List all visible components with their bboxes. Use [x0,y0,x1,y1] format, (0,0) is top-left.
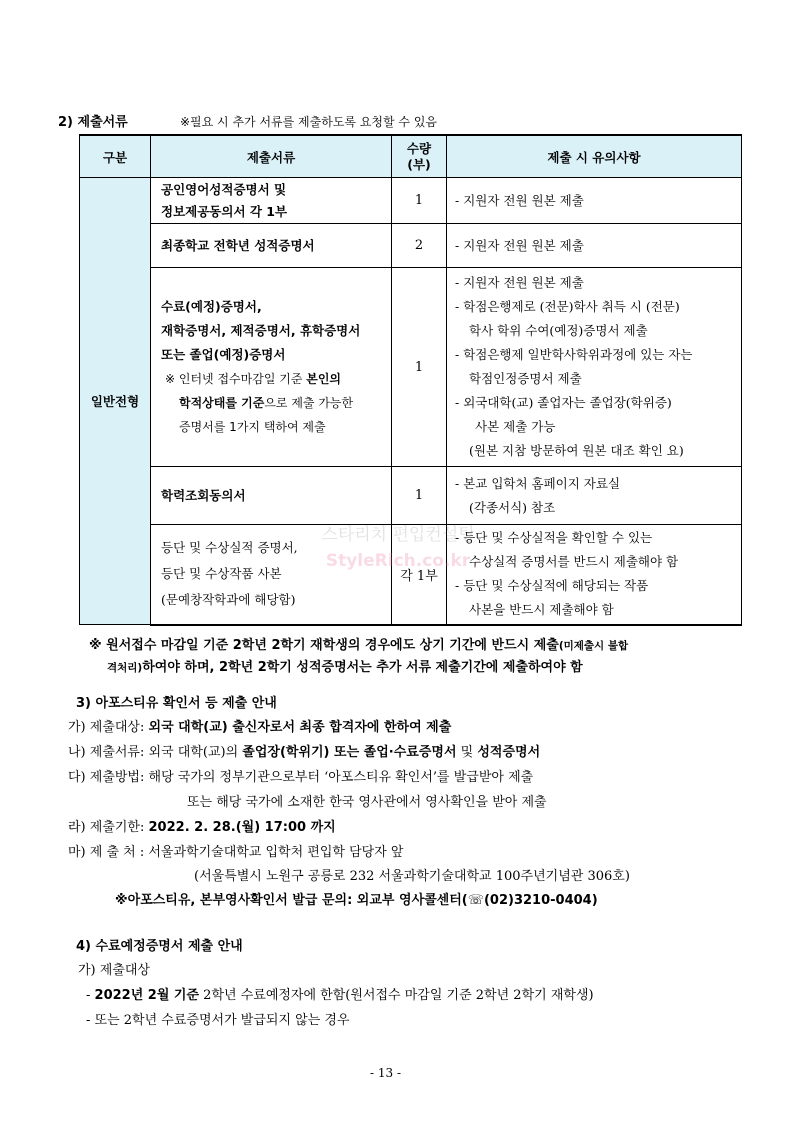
note-line: - 등단 및 수상실적을 확인할 수 있는 [455,530,653,546]
section2-title: 2) 제출서류 [58,115,128,130]
note-line: - 지원자 전원 원본 제출 [455,275,584,290]
header-notes: 제출 시 유의사항 [447,135,742,178]
table-row [80,467,742,525]
doc-line: 또는 졸업(예정)증명서 [161,347,286,362]
doc-note: 학적상태를 기준으로 제출 가능한 [179,396,354,410]
section3-item-a: 가) 제출대상: 외국 대학(교) 출신자로서 최종 합격자에 한하여 제출 [68,720,452,735]
section4-title: 4) 수료예정증명서 제출 안내 [76,939,243,954]
section3-inquiry: ※아포스티유, 본부영사확인서 발급 문의: 외교부 영사콜센터(☏(02)3210-0404) [115,893,598,908]
table-row [80,525,742,625]
watermark-line1: 스타리치 편입컨설팅 [321,525,475,545]
qty-cell: 1 [392,467,447,525]
qty-cell: 1 [392,178,447,224]
header-qty-line2: (부) [407,156,431,172]
note-line: 수상실적 증명서를 반드시 제출해야 함 [469,554,679,570]
doc-line: 학력조회동의서 [161,487,246,503]
note-line: - 외국대학(교) 졸업자는 졸업장(학위증) [455,395,672,410]
note-line: (각종서식) 참조 [469,499,556,515]
note-line: 학점인정증명서 제출 [469,371,582,386]
section4-line2: - 또는 2학년 수료증명서가 발급되지 않는 경우 [86,1013,350,1028]
table-header-row [80,135,742,178]
notes-cell [447,525,742,625]
section3-title: 3) 아포스티유 확인서 등 제출 안내 [76,696,277,711]
notice-line2: 격처리)하여야 하며, 2학년 2학기 성적증명서는 추가 서류 제출기간에 제출하여야 함 [107,660,583,675]
note-line: - 지원자 전원 원본 제출 [455,237,584,253]
notice-line1: ※ 원서접수 마감일 기준 2학년 2학기 재학생의 경우에도 상기 기간에 반드시 제출(미제출시 불합 [89,638,629,653]
category-cell: 일반전형 [80,178,151,625]
doc-cell [151,467,392,525]
section4-line1: - 2022년 2월 기준 2학년 수료예정자에 한함(원서접수 마감일 기준 2학년 2학기 재학생) [86,988,594,1003]
note-line: 학사 학위 수여(예정)증명서 제출 [469,323,648,338]
doc-line: (문예창작학과에 해당함) [161,592,296,608]
section3-item-e-cont: (서울특별시 노원구 공릉로 232 서울과학기술대학교 100주년기념관 306호) [194,869,630,884]
section3-item-c: 다) 제출방법: 해당 국가의 정부기관으로부터 ‘아포스티유 확인서’를 발급받아 제출 [68,770,534,785]
note-line: - 학점은행제로 (전문)학사 취득 시 (전문) [455,299,680,314]
documents-table [79,134,742,626]
note-line: (원본 지참 방문하여 원본 대조 확인 요) [469,443,684,458]
doc-note: 증명서를 1가지 택하여 제출 [179,420,326,434]
doc-note: ※ 인터넷 접수마감일 기준 본인의 [165,372,342,386]
notes-cell [447,467,742,525]
notes-cell [447,268,742,467]
doc-cell [151,224,392,268]
notes-cell [447,178,742,224]
doc-cell [151,178,392,224]
doc-line: 정보제공동의서 각 1부 [161,203,288,219]
section3-item-c-cont: 또는 해당 국가에 소재한 한국 영사관에서 영사확인을 받아 제출 [187,795,547,810]
doc-line: 공인영어성적증명서 및 [161,181,287,197]
header-category: 구분 [80,135,151,178]
note-line: - 본교 입학처 홈페이지 자료실 [455,475,621,491]
doc-line: 수료(예정)증명서, [161,299,262,314]
header-qty [392,135,447,178]
watermark-line2: StyleRich.co.kr [325,551,471,571]
note-line: 사본 제출 가능 [475,419,556,434]
doc-cell [151,268,392,467]
notes-cell [447,224,742,268]
page-number: - 13 - [370,1066,402,1080]
header-qty-line1: 수량 [406,140,432,156]
qty-cell: 2 [392,224,447,268]
qty-cell: 각 1부 [392,525,447,625]
table-row [80,178,742,224]
section3-item-d: 라) 제출기한: 2022. 2. 28.(월) 17:00 까지 [68,820,336,835]
doc-line: 최종학교 전학년 성적증명서 [161,237,315,253]
section3-item-e: 마) 제 출 처 : 서울과학기술대학교 입학처 편입학 담당자 앞 [68,845,404,860]
note-line: - 학점은행제 일반학사학위과정에 있는 자는 [455,347,693,362]
doc-line: 재학증명서, 제적증명서, 휴학증명서 [161,323,361,338]
note-line: 사본을 반드시 제출해야 함 [469,602,614,618]
doc-line: 등단 및 수상실적 증명서, [161,540,298,556]
header-documents: 제출서류 [151,135,392,178]
note-line: - 지원자 전원 원본 제출 [455,192,584,208]
qty-cell: 1 [392,268,447,467]
section3-item-b: 나) 제출서류: 외국 대학(교)의 졸업장(학위기) 또는 졸업·수료증명서 및 성적증명서 [68,745,541,760]
section2-note: ※필요 시 추가 서류를 제출하도록 요청할 수 있음 [180,115,438,129]
table-row [80,268,742,467]
doc-line: 등단 및 수상작품 사본 [161,566,282,582]
doc-cell [151,525,392,625]
section4-item-a: 가) 제출대상 [78,963,150,978]
table-row [80,224,742,268]
note-line: - 등단 및 수상실적에 해당되는 작품 [455,578,649,594]
